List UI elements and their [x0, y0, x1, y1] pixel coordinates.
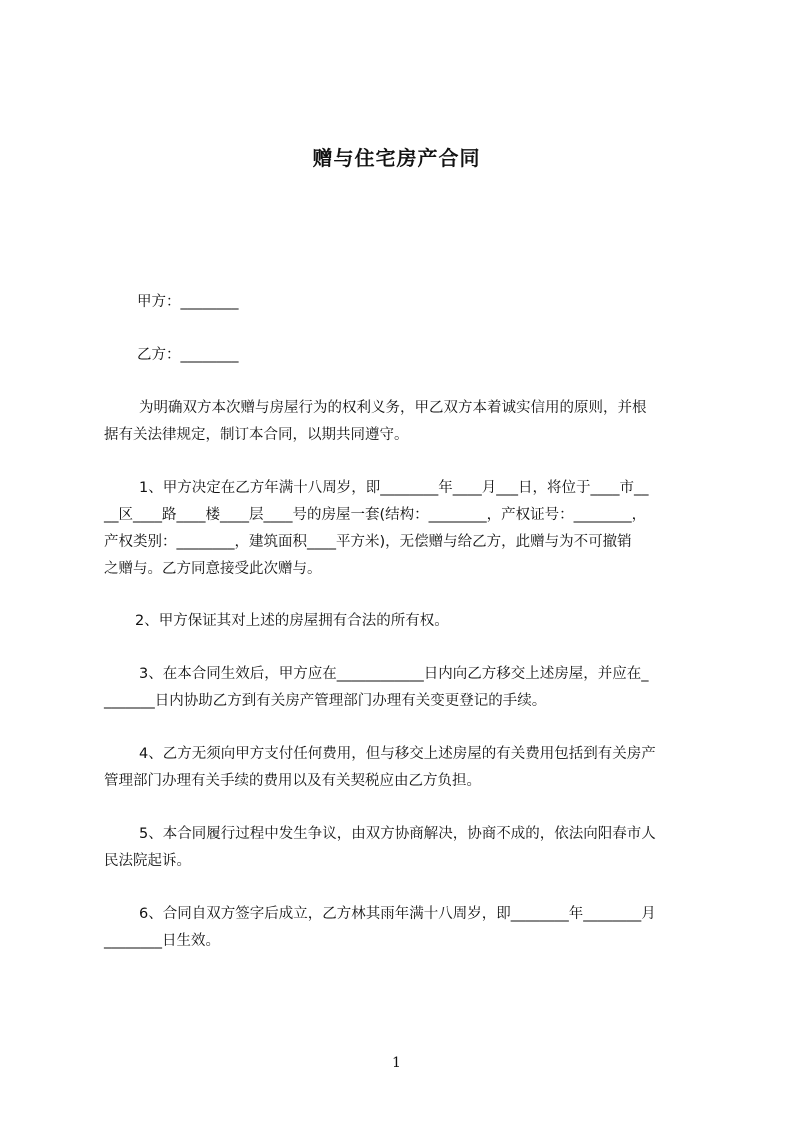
clause-4-line-2: 管理部门办理有关手续的费用以及有关契税应由乙方负担。	[104, 773, 481, 789]
clause-6-line-1: 6、合同自双方签字后成立，乙方林其雨年满十八周岁，即________年________月	[139, 906, 656, 922]
clause-4-line-1: 4、乙方无须向甲方支付任何费用，但与移交上述房屋的有关费用包括到有关房产	[139, 746, 656, 762]
clause-1-line-3: 产权类别：________，建筑面积____平方米)，无偿赠与给乙方，此赠与为不可撤销	[104, 534, 632, 550]
clause-6-line-2: ________日生效。	[104, 933, 220, 949]
intro-line-1: 为明确双方本次赠与房屋行为的权利义务，甲乙双方本着诚实信用的原则，并根	[139, 400, 647, 416]
clause-5-line-2: 民法院起诉。	[104, 853, 191, 869]
clause-2-line-1: 2、甲方保证其对上述的房屋拥有合法的所有权。	[135, 613, 449, 629]
clause-1-line-1: 1、甲方决定在乙方年满十八周岁，即________年____月___日，将位于____市__	[139, 480, 649, 496]
party-a-line: 甲方：________	[137, 294, 239, 310]
clause-5-line-1: 5、本合同履行过程中发生争议，由双方协商解决，协商不成的，依法向阳春市人	[139, 826, 656, 842]
clause-3-line-2: _______日内协助乙方到有关房产管理部门办理有关变更登记的手续。	[104, 693, 547, 709]
clause-3-line-1: 3、在本合同生效后，甲方应在____________日内向乙方移交上述房屋，并应在_	[139, 666, 649, 682]
document-title: 赠与住宅房产合同	[312, 146, 481, 170]
clause-1-line-4: 之赠与。乙方同意接受此次赠与。	[104, 561, 322, 577]
party-b-line: 乙方：________	[137, 347, 239, 363]
clause-1-line-2: __区____路____楼____层____号的房屋一套(结构：________，产权证号：________，	[104, 507, 647, 523]
intro-line-2: 据有关法律规定，制订本合同，以期共同遵守。	[104, 427, 409, 443]
page-number: 1	[392, 1055, 401, 1071]
